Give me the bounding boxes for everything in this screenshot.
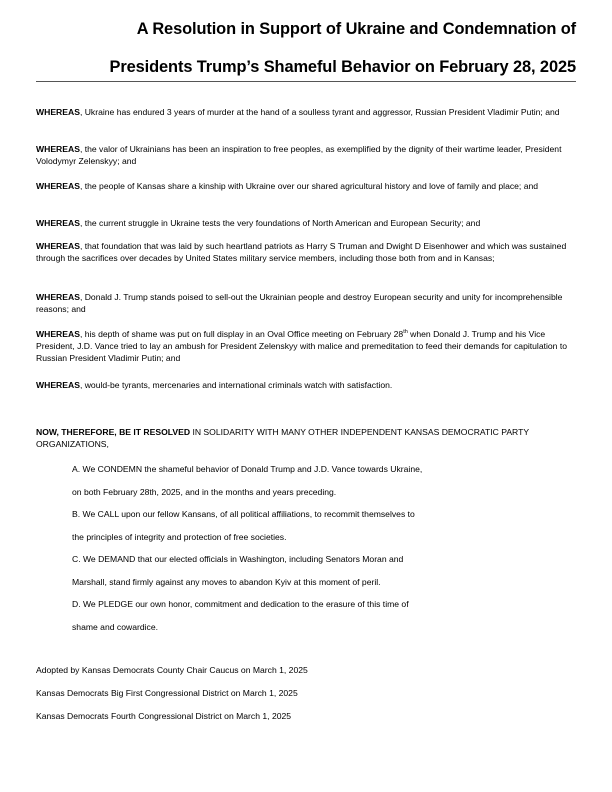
resolved-text: IN SOLIDARITY WITH MANY OTHER INDEPENDENT KANSAS DEMOCRATIC PARTY ORGANIZATIONS, [36,427,529,450]
resolution-item-condemn: A. We CONDEMN the shameful behavior of Donald Trump and J.D. Vance towards Ukraine, [72,464,423,474]
resolution-title-line-1: A Resolution in Support of Ukraine and Condemnation of [136,20,576,38]
resolution-item-pledge: D. We PLEDGE our own honor, commitment and dedication to the erasure of this time of [72,599,409,609]
whereas-clause [36,106,578,118]
whereas-text: , Ukraine has endured 3 years of murder at the hand of a soulless tyrant and aggressor, Russian President Vladimir Putin; and [79,107,560,117]
whereas-text: , Donald J. Trump stands poised to sell-out the Ukrainian people and destroy European security and unity for incomprehensible reasons; and [36,292,563,315]
superscript-ordinal: th [403,329,408,336]
resolved-keyword: NOW, THEREFORE, BE IT RESOLVED [36,427,191,437]
whereas-text: , his depth of shame was put on full display in an Oval Office meeting on February 28 [79,329,404,339]
whereas-clause [36,143,578,167]
resolution-title-line-2: Presidents Trump’s Shameful Behavior on February 28, 2025 [109,58,576,76]
whereas-clause [36,217,578,229]
adoption-line-county-chair: Adopted by Kansas Democrats County Chair Caucus on March 1, 2025 [36,665,308,675]
whereas-text-continued: when Donald J. Trump and his Vice President, J.D. Vance tried to lay an ambush for President Zelenskyy with malice and premeditation to feed their demands for capitulation to Russian President Vladimir Putin; and [36,329,568,364]
adoption-line-fourth-district: Kansas Democrats Fourth Congressional District on March 1, 2025 [36,711,292,721]
resolution-item-demand-continued: Marshall, stand firmly against any moves to abandon Kyiv at this moment of peril. [72,577,381,587]
whereas-clause [36,328,578,364]
whereas-keyword: WHEREAS [36,292,80,302]
whereas-text: , the valor of Ukrainians has been an inspiration to free peoples, as exemplified by the dignity of their wartime leader, President Volodymyr Zelenskyy; and [36,144,562,167]
whereas-text: , that foundation that was laid by such heartland patriots as Harry S Truman and Dwight D Eisenhower and which was sustained through the sacrifices over decades by United States military service members, including those both from and in Kansas; [36,241,567,264]
resolution-item-condemn-continued: on both February 28th, 2025, and in the months and years preceding. [72,487,337,497]
resolved-clause [36,426,556,450]
whereas-clause [36,240,578,264]
title-divider [36,81,576,82]
resolution-item-call-continued: the principles of integrity and protection of free societies. [72,532,287,542]
resolution-item-call: B. We CALL upon our fellow Kansans, of all political affiliations, to recommit themselves to [72,509,415,519]
whereas-clause [36,379,578,391]
whereas-clause [36,180,578,192]
whereas-keyword: WHEREAS [36,218,80,228]
whereas-clause [36,291,578,315]
whereas-keyword: WHEREAS [36,380,80,390]
whereas-keyword: WHEREAS [36,181,80,191]
whereas-keyword: WHEREAS [36,144,80,154]
resolution-item-demand: C. We DEMAND that our elected officials in Washington, including Senators Moran and [72,554,404,564]
resolution-item-pledge-continued: shame and cowardice. [72,622,158,632]
whereas-text: , the people of Kansas share a kinship with Ukraine over our shared agricultural history and love of family and place; and [79,181,539,191]
whereas-text: , the current struggle in Ukraine tests the very foundations of North American and European Security; and [79,218,481,228]
whereas-keyword: WHEREAS [36,107,80,117]
adoption-line-big-first: Kansas Democrats Big First Congressional District on March 1, 2025 [36,688,298,698]
whereas-keyword: WHEREAS [36,241,80,251]
whereas-text: , would-be tyrants, mercenaries and international criminals watch with satisfaction. [79,380,393,390]
whereas-keyword: WHEREAS [36,329,80,339]
